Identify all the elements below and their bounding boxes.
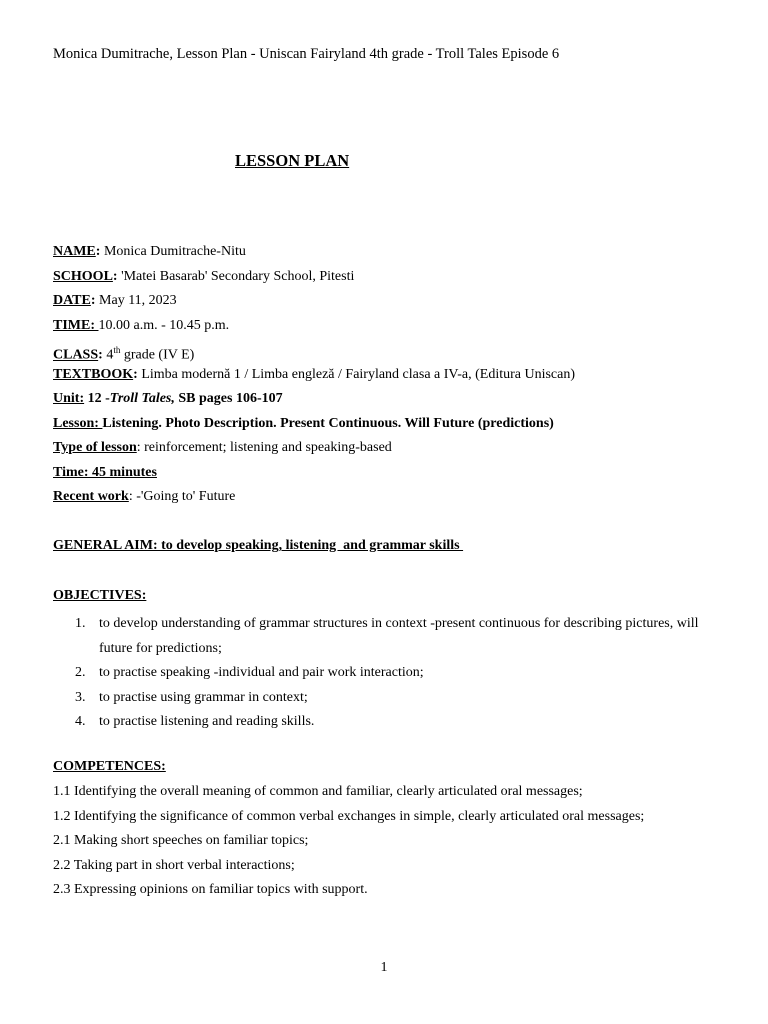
page-number: 1 bbox=[380, 960, 388, 975]
field-time bbox=[53, 316, 733, 341]
objective-number: 4. bbox=[75, 714, 86, 729]
field-date-label: DATE bbox=[53, 293, 91, 308]
field-type-of-lesson-label: Type of lesson bbox=[53, 440, 137, 455]
objective-item bbox=[53, 612, 713, 661]
objectives-list bbox=[53, 612, 713, 735]
lesson-details bbox=[53, 242, 733, 512]
field-class: CLASS: 4th grade (IV E) bbox=[53, 345, 195, 363]
competence-item: 2.2 Taking part in short verbal interactions; bbox=[53, 857, 295, 873]
field-unit-value-italic: Troll Tales, bbox=[109, 391, 175, 406]
objective-text: to practise speaking -individual and pair work interaction; bbox=[99, 665, 424, 680]
general-aim: GENERAL AIM: to develop speaking, listening and grammar skills bbox=[53, 538, 464, 553]
competence-item: 2.1 Making short speeches on familiar topics; bbox=[53, 833, 309, 848]
field-time-label: TIME: bbox=[53, 317, 99, 333]
field-unit bbox=[53, 389, 733, 414]
objective-item bbox=[53, 710, 713, 735]
field-textbook-value: Limba modernă 1 / Limba engleză / Fairyland clasa a IV-a, (Editura Uniscan) bbox=[137, 366, 576, 382]
field-class-label: CLASS bbox=[53, 347, 99, 363]
objective-text: to practise using grammar in context; bbox=[99, 689, 308, 705]
field-duration-label: Time: 45 minutes bbox=[53, 464, 157, 480]
field-class-value-rest: grade (IV E) bbox=[120, 347, 195, 363]
field-date-value: May 11, 2023 bbox=[95, 293, 177, 308]
competences-heading: COMPETENCES: bbox=[53, 759, 166, 774]
field-name-value: Monica Dumitrache-Nitu bbox=[100, 244, 246, 259]
objective-item bbox=[53, 661, 713, 686]
field-school-value: 'Matei Basarab' Secondary School, Pitesti bbox=[117, 268, 355, 284]
field-name: NAME: Monica Dumitrache-Nitu bbox=[53, 244, 246, 259]
objective-number: 1. bbox=[75, 616, 86, 631]
field-recent-work bbox=[53, 487, 733, 512]
competences-list bbox=[53, 782, 733, 905]
field-recent-work-label: Recent work bbox=[53, 489, 129, 504]
field-class-value-num: 4 bbox=[102, 347, 114, 363]
field-lesson-label: Lesson: bbox=[53, 415, 103, 431]
objective-item bbox=[53, 686, 713, 711]
objective-number: 3. bbox=[75, 689, 86, 705]
objective-text: to practise listening and reading skills. bbox=[99, 714, 315, 729]
field-class-value-sup: th bbox=[113, 345, 121, 355]
field-recent-work-value: : -'Going to' Future bbox=[128, 489, 236, 504]
competence-item: 1.2 Identifying the significance of common verbal exchanges in simple, clearly articulated oral messages; bbox=[53, 808, 645, 824]
field-date: DATE: May 11, 2023 bbox=[53, 293, 177, 308]
field-school-label: SCHOOL bbox=[53, 268, 113, 284]
field-time-value: 10.00 a.m. - 10.45 p.m. bbox=[98, 317, 230, 333]
field-duration bbox=[53, 463, 733, 488]
field-unit-value-pre: 12 - bbox=[84, 391, 110, 406]
field-textbook: TEXTBOOK: Limba modernă 1 / Limba engleză / Fairyland clasa a IV-a, (Editura Uniscan) bbox=[53, 366, 576, 382]
field-textbook-label: TEXTBOOK bbox=[53, 366, 134, 382]
competence-item: 2.3 Expressing opinions on familiar topics with support. bbox=[53, 882, 368, 897]
field-unit-label: Unit: bbox=[53, 391, 85, 406]
field-type-of-lesson bbox=[53, 438, 733, 463]
field-type-of-lesson-value: : reinforcement; listening and speaking-based bbox=[136, 440, 392, 455]
objective-text: to develop understanding of grammar structures in context -present continuous for describing pictures, will future for predictions; bbox=[99, 616, 699, 656]
field-lesson-value: Listening. Photo Description. Present Continuous. Will Future (predictions) bbox=[102, 415, 554, 431]
objective-number: 2. bbox=[75, 665, 86, 680]
document-title: LESSON PLAN bbox=[235, 151, 350, 170]
field-lesson bbox=[53, 414, 733, 439]
page-header: Monica Dumitrache, Lesson Plan - Uniscan Fairyland 4th grade - Troll Tales Episode 6 bbox=[53, 46, 560, 62]
field-unit-value-post: SB pages 106-107 bbox=[174, 391, 283, 406]
competence-item: 1.1 Identifying the overall meaning of common and familiar, clearly articulated oral messages; bbox=[53, 784, 583, 799]
field-name-label: NAME bbox=[53, 244, 96, 259]
objectives-heading: OBJECTIVES: bbox=[53, 588, 147, 603]
field-school: SCHOOL: 'Matei Basarab' Secondary School, Pitesti bbox=[53, 268, 355, 284]
